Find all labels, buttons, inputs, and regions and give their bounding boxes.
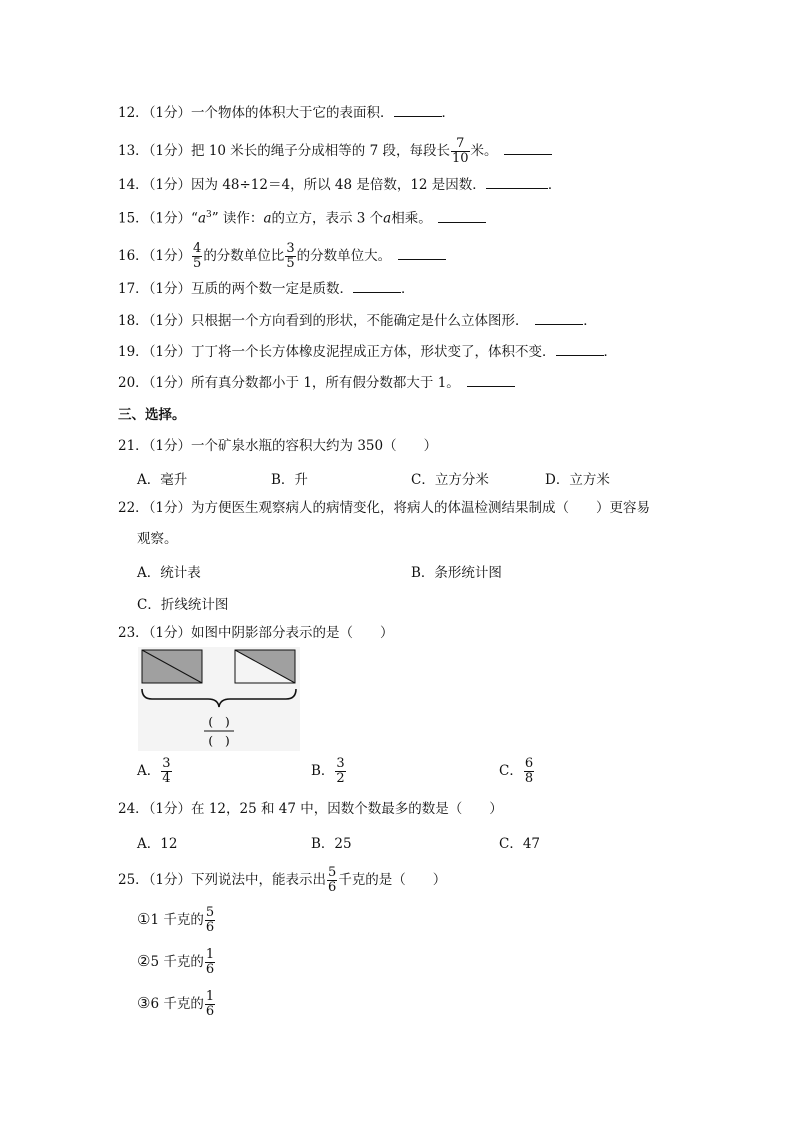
option-label: B． xyxy=(311,763,335,779)
denominator: 5 xyxy=(193,256,202,271)
option-b[interactable]: B．条形统计图 xyxy=(411,565,502,581)
numerator: 1 xyxy=(205,947,215,962)
question-score: （1分） xyxy=(148,625,192,641)
statement-1[interactable] xyxy=(137,906,216,935)
question-23 xyxy=(118,624,394,642)
question-score: （1分） xyxy=(148,177,192,193)
quote-open: “ xyxy=(191,210,198,227)
fraction-numerator-blank: ( ) xyxy=(208,715,230,729)
numerator: 4 xyxy=(193,241,202,256)
fraction xyxy=(285,242,295,271)
math-variable: a xyxy=(197,210,206,227)
denominator: 4 xyxy=(162,771,171,786)
circled-number: ③ xyxy=(137,994,151,1012)
answer-blank[interactable] xyxy=(556,343,604,356)
numerator: 3 xyxy=(162,756,171,771)
numerator: 6 xyxy=(524,756,534,771)
statement-2[interactable] xyxy=(137,948,216,977)
denominator: 8 xyxy=(524,771,534,786)
denominator: 2 xyxy=(336,771,345,786)
punctuation: ． xyxy=(441,105,456,121)
option-c[interactable]: C．折线统计图 xyxy=(137,597,229,613)
question-text-end: 千克的是（ ） xyxy=(338,872,447,888)
question-number: 18． xyxy=(118,313,149,329)
question-text: 的立方，表示 3 个 xyxy=(271,210,384,227)
math-variable: a xyxy=(383,210,392,227)
option-label: C． xyxy=(499,763,523,779)
circled-number: ② xyxy=(137,952,151,970)
question-14 xyxy=(118,176,561,194)
question-score: （1分） xyxy=(148,500,192,516)
question-score: （1分） xyxy=(148,375,192,391)
question-22 xyxy=(118,499,650,517)
fraction xyxy=(524,757,534,786)
section-heading: 三、选择。 xyxy=(118,407,186,423)
question-16 xyxy=(118,242,446,271)
question-score: （1分） xyxy=(148,801,192,817)
question-12 xyxy=(118,104,455,122)
punctuation: ． xyxy=(583,313,597,329)
question-text: 下列说法中，能表示出 xyxy=(191,872,327,888)
option-a[interactable]: A．毫升 xyxy=(137,472,188,488)
fraction xyxy=(161,757,171,786)
circled-number: ① xyxy=(137,910,151,928)
math-variable: a xyxy=(263,210,272,227)
question-text-end: 相乘。 xyxy=(391,210,425,227)
question-score: （1分） xyxy=(148,143,192,159)
option-c[interactable]: C．立方分米 xyxy=(411,472,489,488)
fraction xyxy=(327,866,337,895)
question-text: 为方便医生观察病人的病情变化，将病人的体温检测结果制成（ ）更容易 xyxy=(191,500,651,516)
question-number: 19． xyxy=(118,344,149,360)
question-17 xyxy=(118,280,415,298)
question-text: 一个物体的体积大于它的表面积． xyxy=(191,105,394,121)
question-text: 丁丁将一个长方体橡皮泥捏成正方体，形状变了，体积不变． xyxy=(191,344,556,360)
question-text: 所有真分数都小于 1，所有假分数都大于 1。 xyxy=(191,375,454,391)
question-score: （1分） xyxy=(148,281,192,297)
question-24 xyxy=(118,800,503,818)
answer-blank[interactable] xyxy=(394,104,442,117)
statement-text: 5 千克的 xyxy=(150,954,204,970)
question-score: （1分） xyxy=(148,313,192,329)
numerator: 5 xyxy=(328,865,337,880)
question-text: 一个矿泉水瓶的容积大约为 350（ ） xyxy=(191,438,438,454)
denominator: 6 xyxy=(205,962,215,977)
question-number: 21． xyxy=(118,438,149,454)
question-number: 16． xyxy=(118,248,149,264)
question-text: 互质的两个数一定是质数． xyxy=(191,281,354,297)
answer-blank[interactable] xyxy=(504,142,552,155)
denominator: 6 xyxy=(328,880,337,895)
denominator: 6 xyxy=(205,920,215,935)
question-number: 22． xyxy=(118,500,149,516)
numerator: 3 xyxy=(336,756,345,771)
question-text: 因为 48÷12＝4，所以 48 是倍数，12 是因数． xyxy=(191,177,486,193)
question-number: 17． xyxy=(118,281,149,297)
punctuation: ． xyxy=(547,177,562,193)
question-text: 如图中阴影部分表示的是（ ） xyxy=(191,625,394,641)
option-b[interactable]: B．升 xyxy=(271,472,308,488)
question-22-continued: 观察。 xyxy=(137,531,178,547)
question-score: （1分） xyxy=(148,105,192,121)
question-text: 把 10 米长的绳子分成相等的 7 段，每段长 xyxy=(191,143,450,159)
question-21 xyxy=(118,437,437,455)
answer-blank[interactable] xyxy=(438,210,486,223)
question-20 xyxy=(118,374,515,392)
question-score: （1分） xyxy=(148,438,192,454)
fraction xyxy=(335,757,345,786)
option-c[interactable]: C．47 xyxy=(499,836,541,852)
statement-text: 1 千克的 xyxy=(150,912,204,928)
question-score: （1分） xyxy=(148,210,192,227)
question-text: 的分数单位比 xyxy=(203,248,285,264)
question-number: 13． xyxy=(118,143,149,159)
question-13 xyxy=(118,137,552,166)
fraction xyxy=(451,137,470,166)
question-score: （1分） xyxy=(148,248,192,264)
fraction-denominator-blank: ( ) xyxy=(208,734,230,748)
question-number: 24． xyxy=(118,801,149,817)
denominator: 5 xyxy=(286,256,295,271)
question-text-end: 米。 xyxy=(470,143,491,159)
exponent: 3 xyxy=(206,210,212,220)
punctuation: ． xyxy=(603,344,618,360)
option-b[interactable]: B．25 xyxy=(311,836,352,852)
option-a[interactable]: A．统计表 xyxy=(137,565,201,581)
question-number: 12． xyxy=(118,105,149,121)
question-number: 20． xyxy=(118,375,149,391)
option-c[interactable] xyxy=(499,757,535,786)
answer-blank[interactable] xyxy=(398,247,446,260)
numerator: 1 xyxy=(205,989,215,1004)
fraction xyxy=(205,948,215,977)
option-a[interactable]: A．12 xyxy=(137,836,178,852)
question-25 xyxy=(118,866,446,895)
numerator: 3 xyxy=(286,241,295,256)
statement-text: 6 千克的 xyxy=(150,996,204,1012)
question-18 xyxy=(118,312,597,330)
answer-blank[interactable] xyxy=(467,374,515,387)
question-number: 23． xyxy=(118,625,149,641)
option-b[interactable] xyxy=(311,757,347,786)
statement-3[interactable] xyxy=(137,990,216,1019)
numerator: 5 xyxy=(205,905,215,920)
question-text-end: 的分数单位大。 xyxy=(296,248,385,264)
question-text: 在 12，25 和 47 中，因数个数最多的数是（ ） xyxy=(191,801,503,817)
answer-blank[interactable] xyxy=(535,312,583,325)
fraction xyxy=(205,990,215,1019)
shaded-rectangles-figure xyxy=(138,647,300,751)
option-a[interactable] xyxy=(137,757,173,786)
question-number: 14． xyxy=(118,177,149,193)
question-text: 只根据一个方向看到的形状，不能确定是什么立体图形． xyxy=(191,313,522,329)
question-score: （1分） xyxy=(148,344,192,360)
option-d[interactable]: D．立方米 xyxy=(545,472,610,488)
question-number: 15． xyxy=(118,210,149,227)
punctuation: ． xyxy=(401,281,415,297)
question-score: （1分） xyxy=(148,872,192,888)
fraction xyxy=(192,242,202,271)
denominator: 10 xyxy=(451,151,469,166)
question-19 xyxy=(118,343,617,361)
question-text: ” 读作： xyxy=(211,210,264,227)
fraction xyxy=(205,906,215,935)
question-15 xyxy=(118,206,486,228)
numerator: 7 xyxy=(451,137,470,152)
answer-blank[interactable] xyxy=(486,176,548,189)
question-number: 25． xyxy=(118,872,149,888)
option-label: A． xyxy=(137,763,161,779)
denominator: 6 xyxy=(205,1004,215,1019)
answer-blank[interactable] xyxy=(353,280,401,293)
